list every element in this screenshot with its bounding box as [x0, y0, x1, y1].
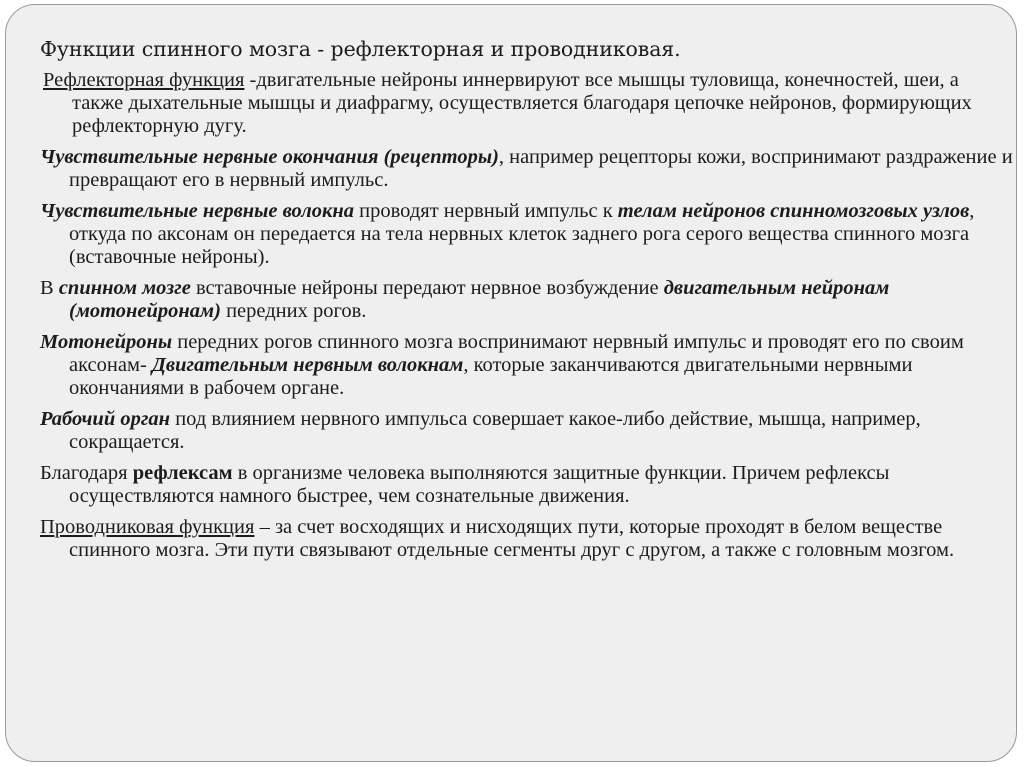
text-run: Мотонейроны — [40, 331, 173, 353]
paragraph-receptors — [40, 146, 1015, 192]
paragraph-conduction-function — [40, 516, 1015, 562]
text-run: , которые заканчиваются двигательными нервными окончаниями в рабочем органе. — [69, 354, 913, 399]
text-run: рефлексам — [132, 462, 233, 484]
paragraph-sensory-fibers — [40, 200, 1015, 269]
text-run: передних рогов спинного мозга воспринимают нервный импульс и проводят его по своим аксонам- — [69, 331, 964, 376]
text-run: в организме человека выполняются защитные функции. Причем рефлексы осуществляются намного быстрее, чем сознательные движения. — [69, 462, 890, 507]
text-run: В — [40, 277, 59, 299]
text-run: -двигательные нейроны иннервируют все мышцы туловища, конечностей, шеи, а также дыхательные мышцы и диафрагму, осуществляется благодаря цепочке нейронов, формирующих рефлекторную дугу. — [72, 69, 972, 137]
text-run: двигательным нейронам (мотонейронам) — [69, 277, 890, 322]
text-run: проводят нервный импульс к — [354, 200, 618, 222]
text-run: Чувствительные нервные волокна — [40, 200, 355, 222]
paragraph-reflexes — [40, 462, 1015, 508]
text-run: Проводниковая функция — [40, 516, 255, 538]
text-run: телам нейронов спинномозговых узлов — [617, 200, 970, 222]
text-run: , откуда по аксонам он передается на тела нервных клеток заднего рога серого вещества спинного мозга (вставочные нейроны). — [69, 200, 975, 268]
text-run: спинном мозге — [58, 277, 191, 299]
text-run: , например рецепторы кожи, воспринимают раздражение и превращают его в нервный импульс. — [69, 146, 1013, 191]
slide-content — [40, 35, 1015, 570]
paragraph-motoneurons — [40, 331, 1015, 400]
paragraph-reflex-function — [43, 69, 1015, 138]
text-run: Благодаря — [40, 462, 133, 484]
text-run: Двигательным нервным волокнам — [151, 354, 464, 376]
slide-title: Функции спинного мозга - рефлекторная и проводниковая. — [40, 37, 681, 61]
text-run: Рефлекторная функция — [43, 69, 245, 91]
text-run: – за счет восходящих и нисходящих пути, которые проходят в белом веществе спинного мозга. Эти пути связывают отдельные сегменты друг с другом, а также с головным мозгом. — [69, 516, 955, 561]
paragraph-list — [40, 69, 1015, 562]
text-run: Чувствительные нервные окончания (рецепторы) — [40, 146, 499, 168]
text-run: передних рогов. — [220, 300, 367, 322]
paragraph-working-organ — [40, 408, 1015, 454]
text-run: вставочные нейроны передают нервное возбуждение — [190, 277, 664, 299]
slide-frame — [5, 4, 1017, 762]
paragraph-spinal-cord — [40, 277, 1015, 323]
text-run: Рабочий орган — [40, 408, 171, 430]
text-run: под влиянием нервного импульса совершает какое-либо действие, мышца, например, сокращается. — [69, 408, 921, 453]
